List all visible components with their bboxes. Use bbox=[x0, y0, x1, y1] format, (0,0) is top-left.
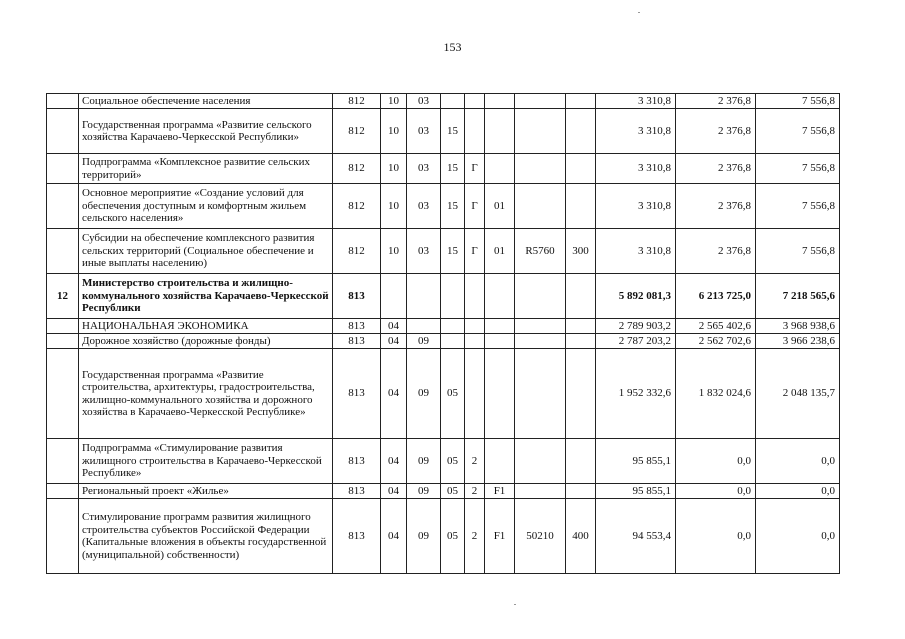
cell-ministry-code: 812 bbox=[333, 109, 381, 154]
table-row bbox=[47, 184, 840, 229]
cell-row-number bbox=[47, 484, 79, 499]
cell-expense-type: 400 bbox=[566, 499, 596, 574]
cell-name: Стимулирование программ развития жилищного строительства субъектов Российской Федерации (Капитальные вложения в объекты государственной (муниципальной) собственности) bbox=[79, 499, 333, 574]
cell-subsection: 03 bbox=[407, 109, 441, 154]
cell-row-number bbox=[47, 229, 79, 274]
cell-ministry-code: 813 bbox=[333, 319, 381, 334]
cell-ministry-code: 813 bbox=[333, 499, 381, 574]
table-row bbox=[47, 109, 840, 154]
cell-measure bbox=[485, 439, 515, 484]
cell-name: Основное мероприятие «Создание условий для обеспечения доступным и комфортным жильем сельского населения» bbox=[79, 184, 333, 229]
cell-subprogram: Г bbox=[465, 184, 485, 229]
table-row bbox=[47, 499, 840, 574]
cell-direction bbox=[515, 94, 566, 109]
cell-measure: F1 bbox=[485, 499, 515, 574]
cell-amount-year1: 3 310,8 bbox=[596, 109, 676, 154]
cell-expense-type bbox=[566, 484, 596, 499]
cell-ministry-code: 812 bbox=[333, 94, 381, 109]
cell-ministry-code: 813 bbox=[333, 349, 381, 439]
cell-expense-type bbox=[566, 274, 596, 319]
cell-name: Социальное обеспечение населения bbox=[79, 94, 333, 109]
cell-amount-year3: 7 556,8 bbox=[756, 109, 840, 154]
cell-direction bbox=[515, 349, 566, 439]
cell-program: 15 bbox=[441, 184, 465, 229]
cell-direction bbox=[515, 274, 566, 319]
cell-subprogram bbox=[465, 109, 485, 154]
cell-expense-type bbox=[566, 94, 596, 109]
cell-direction bbox=[515, 484, 566, 499]
cell-section: 04 bbox=[381, 439, 407, 484]
cell-measure: 01 bbox=[485, 229, 515, 274]
cell-measure bbox=[485, 319, 515, 334]
cell-expense-type bbox=[566, 154, 596, 184]
table-row bbox=[47, 319, 840, 334]
cell-amount-year2: 6 213 725,0 bbox=[676, 274, 756, 319]
cell-row-number bbox=[47, 184, 79, 229]
cell-subprogram bbox=[465, 274, 485, 319]
cell-amount-year3: 3 968 938,6 bbox=[756, 319, 840, 334]
cell-program: 05 bbox=[441, 484, 465, 499]
cell-amount-year1: 2 789 903,2 bbox=[596, 319, 676, 334]
cell-measure: 01 bbox=[485, 184, 515, 229]
scan-speck bbox=[514, 604, 516, 605]
cell-amount-year2: 2 562 702,6 bbox=[676, 334, 756, 349]
cell-amount-year1: 95 855,1 bbox=[596, 439, 676, 484]
cell-amount-year3: 0,0 bbox=[756, 439, 840, 484]
cell-amount-year1: 5 892 081,3 bbox=[596, 274, 676, 319]
cell-amount-year1: 2 787 203,2 bbox=[596, 334, 676, 349]
cell-subsection: 03 bbox=[407, 229, 441, 274]
cell-subsection: 09 bbox=[407, 334, 441, 349]
cell-subprogram bbox=[465, 94, 485, 109]
cell-ministry-code: 813 bbox=[333, 439, 381, 484]
cell-section: 04 bbox=[381, 334, 407, 349]
cell-subsection bbox=[407, 319, 441, 334]
cell-amount-year2: 2 376,8 bbox=[676, 184, 756, 229]
cell-program: 15 bbox=[441, 229, 465, 274]
cell-amount-year3: 0,0 bbox=[756, 499, 840, 574]
cell-measure: F1 bbox=[485, 484, 515, 499]
table-row bbox=[47, 484, 840, 499]
cell-name: Государственная программа «Развитие сельского хозяйства Карачаево-Черкесской Республики» bbox=[79, 109, 333, 154]
cell-amount-year2: 2 565 402,6 bbox=[676, 319, 756, 334]
cell-subsection: 09 bbox=[407, 499, 441, 574]
cell-amount-year3: 0,0 bbox=[756, 484, 840, 499]
cell-amount-year2: 2 376,8 bbox=[676, 94, 756, 109]
table-row bbox=[47, 229, 840, 274]
table-row bbox=[47, 439, 840, 484]
cell-measure bbox=[485, 154, 515, 184]
cell-subprogram: Г bbox=[465, 229, 485, 274]
cell-expense-type bbox=[566, 184, 596, 229]
cell-program: 15 bbox=[441, 109, 465, 154]
cell-amount-year3: 7 556,8 bbox=[756, 229, 840, 274]
cell-amount-year3: 7 556,8 bbox=[756, 184, 840, 229]
cell-expense-type bbox=[566, 439, 596, 484]
cell-row-number bbox=[47, 439, 79, 484]
cell-direction bbox=[515, 334, 566, 349]
cell-direction bbox=[515, 184, 566, 229]
cell-row-number: 12 bbox=[47, 274, 79, 319]
cell-subsection: 09 bbox=[407, 349, 441, 439]
cell-measure bbox=[485, 349, 515, 439]
cell-measure bbox=[485, 334, 515, 349]
cell-row-number bbox=[47, 499, 79, 574]
cell-program: 05 bbox=[441, 499, 465, 574]
cell-amount-year3: 3 966 238,6 bbox=[756, 334, 840, 349]
cell-amount-year1: 3 310,8 bbox=[596, 229, 676, 274]
cell-program bbox=[441, 319, 465, 334]
cell-section: 04 bbox=[381, 499, 407, 574]
cell-row-number bbox=[47, 94, 79, 109]
cell-subsection: 09 bbox=[407, 439, 441, 484]
cell-amount-year3: 2 048 135,7 bbox=[756, 349, 840, 439]
cell-name: Подпрограмма «Комплексное развитие сельских территорий» bbox=[79, 154, 333, 184]
cell-row-number bbox=[47, 334, 79, 349]
table-row bbox=[47, 334, 840, 349]
table-body bbox=[47, 94, 840, 574]
scan-speck bbox=[638, 12, 640, 13]
cell-amount-year2: 0,0 bbox=[676, 499, 756, 574]
cell-subprogram: 2 bbox=[465, 484, 485, 499]
cell-section: 04 bbox=[381, 349, 407, 439]
cell-section: 04 bbox=[381, 484, 407, 499]
cell-name: Министерство строительства и жилищно-коммунального хозяйства Карачаево-Черкесской Республики bbox=[79, 274, 333, 319]
cell-subprogram bbox=[465, 349, 485, 439]
cell-amount-year2: 0,0 bbox=[676, 439, 756, 484]
cell-amount-year1: 3 310,8 bbox=[596, 154, 676, 184]
cell-subsection: 03 bbox=[407, 94, 441, 109]
budget-table bbox=[46, 93, 840, 574]
cell-name: Подпрограмма «Стимулирование развития жилищного строительства в Карачаево-Черкесской Республике» bbox=[79, 439, 333, 484]
cell-subsection: 03 bbox=[407, 154, 441, 184]
table-row bbox=[47, 94, 840, 109]
cell-measure bbox=[485, 109, 515, 154]
cell-expense-type bbox=[566, 334, 596, 349]
cell-subprogram: 2 bbox=[465, 499, 485, 574]
cell-measure bbox=[485, 94, 515, 109]
cell-direction bbox=[515, 439, 566, 484]
page-number: 153 bbox=[443, 40, 462, 54]
table-row bbox=[47, 274, 840, 319]
cell-row-number bbox=[47, 154, 79, 184]
cell-subsection: 03 bbox=[407, 184, 441, 229]
cell-program: 05 bbox=[441, 349, 465, 439]
cell-subsection: 09 bbox=[407, 484, 441, 499]
cell-name: Субсидии на обеспечение комплексного развития сельских территорий (Социальное обеспечение и иные выплаты населению) bbox=[79, 229, 333, 274]
cell-amount-year2: 2 376,8 bbox=[676, 229, 756, 274]
cell-amount-year3: 7 556,8 bbox=[756, 94, 840, 109]
cell-amount-year1: 95 855,1 bbox=[596, 484, 676, 499]
cell-subprogram bbox=[465, 334, 485, 349]
cell-subprogram: 2 bbox=[465, 439, 485, 484]
cell-row-number bbox=[47, 319, 79, 334]
cell-amount-year1: 3 310,8 bbox=[596, 184, 676, 229]
cell-row-number bbox=[47, 349, 79, 439]
cell-program bbox=[441, 334, 465, 349]
cell-amount-year1: 3 310,8 bbox=[596, 94, 676, 109]
cell-ministry-code: 813 bbox=[333, 484, 381, 499]
cell-amount-year3: 7 556,8 bbox=[756, 154, 840, 184]
cell-amount-year2: 1 832 024,6 bbox=[676, 349, 756, 439]
cell-program: 05 bbox=[441, 439, 465, 484]
cell-measure bbox=[485, 274, 515, 319]
cell-section: 10 bbox=[381, 154, 407, 184]
cell-program bbox=[441, 274, 465, 319]
cell-subprogram: Г bbox=[465, 154, 485, 184]
cell-section: 04 bbox=[381, 319, 407, 334]
cell-expense-type: 300 bbox=[566, 229, 596, 274]
cell-ministry-code: 812 bbox=[333, 184, 381, 229]
cell-direction bbox=[515, 154, 566, 184]
cell-direction: R5760 bbox=[515, 229, 566, 274]
cell-section bbox=[381, 274, 407, 319]
cell-amount-year2: 2 376,8 bbox=[676, 109, 756, 154]
cell-subprogram bbox=[465, 319, 485, 334]
cell-row-number bbox=[47, 109, 79, 154]
cell-amount-year2: 0,0 bbox=[676, 484, 756, 499]
cell-program: 15 bbox=[441, 154, 465, 184]
cell-section: 10 bbox=[381, 94, 407, 109]
cell-ministry-code: 812 bbox=[333, 229, 381, 274]
cell-amount-year1: 94 553,4 bbox=[596, 499, 676, 574]
cell-direction: 50210 bbox=[515, 499, 566, 574]
cell-expense-type bbox=[566, 349, 596, 439]
cell-direction bbox=[515, 319, 566, 334]
cell-expense-type bbox=[566, 319, 596, 334]
cell-section: 10 bbox=[381, 229, 407, 274]
cell-name: Государственная программа «Развитие строительства, архитектуры, градостроительства, жилищно-коммунального хозяйства и дорожного хозяйства в Карачаево-Черкесской Республике» bbox=[79, 349, 333, 439]
cell-name: Региональный проект «Жилье» bbox=[79, 484, 333, 499]
cell-ministry-code: 812 bbox=[333, 154, 381, 184]
cell-program bbox=[441, 94, 465, 109]
cell-direction bbox=[515, 109, 566, 154]
cell-ministry-code: 813 bbox=[333, 274, 381, 319]
cell-ministry-code: 813 bbox=[333, 334, 381, 349]
cell-amount-year3: 7 218 565,6 bbox=[756, 274, 840, 319]
cell-subsection bbox=[407, 274, 441, 319]
cell-amount-year2: 2 376,8 bbox=[676, 154, 756, 184]
cell-section: 10 bbox=[381, 184, 407, 229]
table-row bbox=[47, 154, 840, 184]
cell-name: НАЦИОНАЛЬНАЯ ЭКОНОМИКА bbox=[79, 319, 333, 334]
cell-name: Дорожное хозяйство (дорожные фонды) bbox=[79, 334, 333, 349]
table-row bbox=[47, 349, 840, 439]
cell-expense-type bbox=[566, 109, 596, 154]
cell-section: 10 bbox=[381, 109, 407, 154]
cell-amount-year1: 1 952 332,6 bbox=[596, 349, 676, 439]
